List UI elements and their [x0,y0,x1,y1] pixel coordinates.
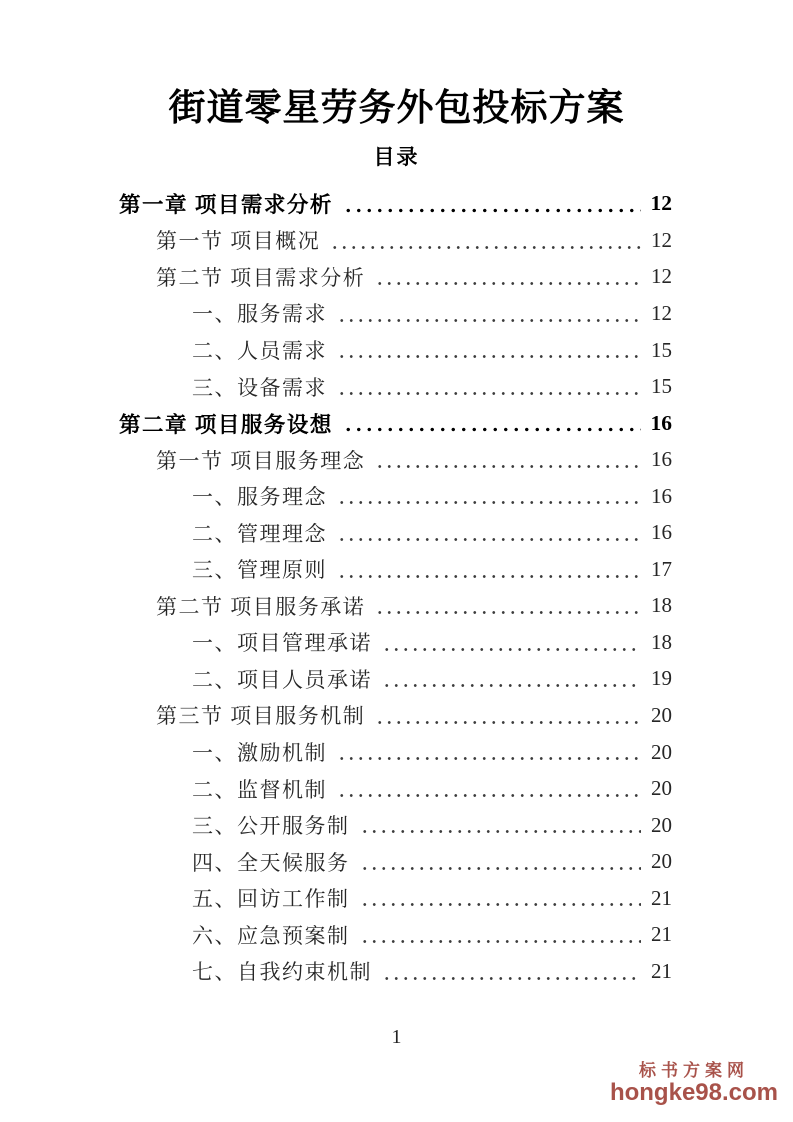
toc-entry-page: 18 [651,629,672,654]
toc-entry[interactable] [119,295,672,332]
dot-leader [337,793,641,798]
toc-entry-page: 12 [651,264,672,289]
toc-entry-label: 第二节 项目需求分析 [156,265,366,290]
toc-entry-page: 19 [651,666,672,691]
toc-entry-label: 三、管理原则 [192,558,327,583]
toc-entry-label: 二、监督机制 [192,777,327,802]
toc-entry[interactable] [119,332,672,369]
toc-entry-page: 12 [650,191,672,216]
toc-heading: 目录 [373,144,420,169]
watermark-site-name: 标书方案网 [638,1061,749,1080]
toc-entry-label: 二、管理理念 [192,521,327,546]
dot-leader [337,354,641,359]
dot-leader [382,976,641,981]
toc-entry[interactable] [119,807,672,844]
dot-leader [360,902,642,907]
toc-entry[interactable] [119,186,672,223]
toc-entry[interactable] [119,624,672,661]
toc-entry-label: 四、全天候服务 [192,850,350,875]
dot-leader [337,500,641,505]
toc-entry[interactable] [119,588,672,625]
toc-entry-page: 12 [651,227,672,252]
toc-entry-label: 二、项目人员承诺 [192,667,372,692]
dot-leader [360,866,642,871]
toc-entry[interactable] [119,441,672,478]
toc-entry[interactable] [119,734,672,771]
dot-leader [337,574,641,579]
toc-entry-label: 第二节 项目服务承诺 [156,594,366,619]
dot-leader [337,391,641,396]
toc-entry-label: 第一章 项目需求分析 [119,193,333,218]
toc-entry-page: 15 [651,337,672,362]
toc-entry-page: 20 [651,776,672,801]
dot-leader [343,208,641,213]
toc-entry-page: 16 [651,520,672,545]
toc-entry[interactable] [119,843,672,880]
toc-entry[interactable] [119,405,672,442]
toc-entry-page: 15 [651,374,672,399]
dot-leader [337,318,641,323]
toc-entry-page: 20 [651,739,672,764]
dot-leader [330,245,641,250]
toc-entry[interactable] [119,770,672,807]
toc-entry-label: 第一节 项目服务理念 [156,448,366,473]
toc-entry[interactable] [119,478,672,515]
toc-entry-label: 二、人员需求 [192,339,327,363]
toc-entry-label: 第二章 项目服务设想 [119,412,333,437]
toc-entry[interactable] [119,514,672,551]
toc-entry[interactable] [119,916,672,953]
toc-entry-label: 三、公开服务制 [192,814,350,839]
watermark-site-url[interactable]: hongke98.com [609,1079,778,1107]
toc-entry-page: 20 [651,812,672,837]
toc-entry-label: 一、项目管理承诺 [192,631,372,656]
toc-entry[interactable] [119,368,672,405]
toc-entry[interactable] [119,551,672,588]
toc-list [119,186,672,990]
toc-entry-page: 21 [651,958,672,983]
dot-leader [375,610,641,615]
toc-entry[interactable] [119,953,672,990]
dot-leader [375,464,641,469]
watermark [610,1062,778,1106]
dot-leader [337,756,641,761]
toc-entry-label: 第一节 项目概况 [156,229,321,254]
dot-leader [375,281,641,286]
dot-leader [382,683,641,688]
toc-entry-page: 12 [651,300,672,325]
page-number-footer: 1 [391,1026,402,1048]
toc-entry-page: 21 [651,885,672,910]
toc-entry-label: 第三节 项目服务机制 [156,704,366,729]
toc-entry[interactable] [119,259,672,296]
toc-entry-page: 17 [651,556,672,581]
toc-entry-page: 20 [651,702,672,727]
dot-leader [382,647,641,652]
dot-leader [360,829,642,834]
toc-entry-label: 三、设备需求 [192,375,327,400]
toc-entry-page: 16 [650,410,672,435]
toc-entry-label: 五、回访工作制 [192,887,350,912]
toc-entry-page: 18 [651,593,672,618]
document-title: 街道零星劳务外包投标方案 [168,88,625,129]
toc-entry-label: 一、激励机制 [192,741,327,766]
dot-leader [337,537,641,542]
toc-entry-label: 六、应急预案制 [192,923,350,948]
dot-leader [375,720,641,725]
dot-leader [360,939,642,944]
toc-entry-page: 20 [651,849,672,874]
dot-leader [343,427,641,432]
toc-entry-page: 16 [651,447,672,472]
toc-entry-label: 一、服务需求 [192,302,327,327]
toc-entry-label: 一、服务理念 [192,485,327,510]
toc-entry-page: 21 [651,922,672,947]
toc-entry[interactable] [119,697,672,734]
toc-entry[interactable] [119,222,672,259]
toc-entry-label: 七、自我约束机制 [192,960,372,985]
toc-entry[interactable] [119,880,672,917]
toc-entry[interactable] [119,661,672,698]
toc-entry-page: 16 [651,483,672,508]
